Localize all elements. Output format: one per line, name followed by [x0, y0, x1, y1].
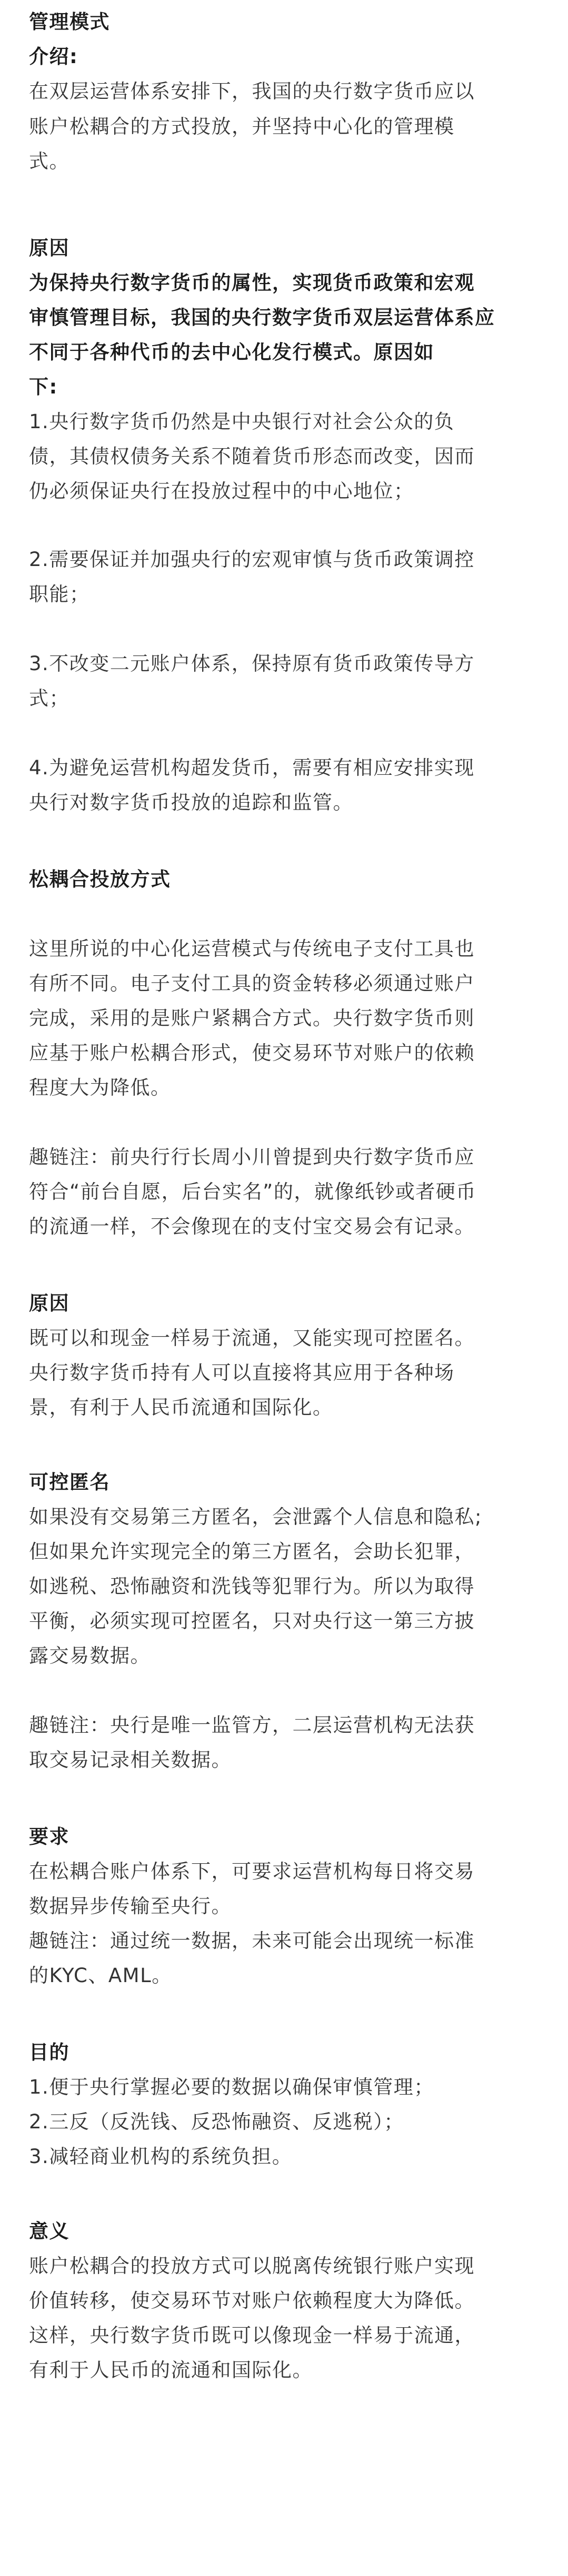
- label-intro: 介绍:: [29, 45, 78, 68]
- paragraph-line: 不同于各种代币的去中心化发行模式。原因如: [29, 341, 434, 363]
- paragraph-line: 景，有利于人民币流通和国际化。: [29, 1396, 333, 1419]
- paragraph-line: 完成，采用的是账户紧耦合方式。央行数字货币则: [29, 1007, 475, 1029]
- list-item-line: 职能；: [29, 583, 90, 605]
- paragraph-line: 程度大为降低。: [29, 1076, 171, 1099]
- paragraph-line: 在双层运营体系安排下，我国的央行数字货币应以: [29, 80, 475, 103]
- list-item-line: 3.不改变二元账户体系，保持原有货币政策传导方: [29, 652, 475, 675]
- heading-management-mode: 管理模式: [29, 11, 110, 33]
- list-item-line: 1.便于央行掌握必要的数据以确保审慎管理；: [29, 2076, 434, 2098]
- paragraph-line: 如逃税、恐怖融资和洗钱等犯罪行为。所以为取得: [29, 1575, 475, 1598]
- list-item-line: 3.减轻商业机构的系统负担。: [29, 2145, 293, 2168]
- note-line: 的KYC、AML。: [29, 1964, 172, 1987]
- list-item-line: 4.为避免运营机构超发货币，需要有相应安排实现: [29, 756, 475, 779]
- heading-controllable-anonymity: 可控匿名: [29, 1471, 110, 1493]
- list-item-line: 债，其债权债务关系不随着货币形态而改变，因而: [29, 445, 475, 468]
- list-item-line: 式；: [29, 687, 69, 710]
- paragraph-line: 数据异步传输至央行。: [29, 1895, 232, 1917]
- paragraph-line: 有利于人民币的流通和国际化。: [29, 2359, 313, 2381]
- list-item-line: 2.三反（反洗钱、反恐怖融资、反逃税）；: [29, 2110, 404, 2133]
- heading-significance: 意义: [29, 2220, 69, 2242]
- list-item-line: 2.需要保证并加强央行的宏观审慎与货币政策调控: [29, 548, 475, 571]
- note-line: 趣链注：央行是唯一监管方，二层运营机构无法获: [29, 1714, 475, 1736]
- paragraph-line: 央行数字货币持有人可以直接将其应用于各种场: [29, 1361, 455, 1384]
- paragraph-line: 审慎管理目标，我国的央行数字货币双层运营体系应: [29, 306, 495, 329]
- heading-reason: 原因: [29, 237, 69, 259]
- paragraph-line: 露交易数据。: [29, 1644, 151, 1667]
- list-item-line: 央行对数字货币投放的追踪和监管。: [29, 791, 353, 814]
- paragraph-line: 这里所说的中心化运营模式与传统电子支付工具也: [29, 937, 475, 960]
- paragraph-line: 下:: [29, 376, 58, 398]
- paragraph-line: 账户松耦合的方式投放，并坚持中心化的管理模: [29, 115, 455, 138]
- heading-purpose: 目的: [29, 2041, 69, 2064]
- heading-reason: 原因: [29, 1292, 69, 1315]
- paragraph-line: 这样，央行数字货币既可以像现金一样易于流通，: [29, 2324, 475, 2347]
- heading-requirement: 要求: [29, 1825, 69, 1848]
- paragraph-line: 但如果允许实现完全的第三方匿名，会助长犯罪，: [29, 1540, 475, 1563]
- paragraph-line: 平衡，必须实现可控匿名，只对央行这一第三方披: [29, 1610, 475, 1632]
- list-item-line: 仍必须保证央行在投放过程中的中心地位；: [29, 480, 414, 502]
- paragraph-line: 在松耦合账户体系下，可要求运营机构每日将交易: [29, 1860, 475, 1883]
- paragraph-line: 式。: [29, 150, 69, 173]
- paragraph-line: 为保持央行数字货币的属性，实现货币政策和宏观: [29, 271, 475, 294]
- paragraph-line: 有所不同。电子支付工具的资金转移必须通过账户: [29, 972, 475, 995]
- note-line: 趣链注：前央行行长周小川曾提到央行数字货币应: [29, 1146, 475, 1168]
- heading-loose-coupling: 松耦合投放方式: [29, 868, 171, 891]
- list-item-line: 1.央行数字货币仍然是中央银行对社会公众的负: [29, 410, 455, 433]
- paragraph-line: 如果没有交易第三方匿名，会泄露个人信息和隐私;: [29, 1506, 482, 1528]
- note-line: 的流通一样，不会像现在的支付宝交易会有记录。: [29, 1215, 475, 1238]
- paragraph-line: 账户松耦合的投放方式可以脱离传统银行账户实现: [29, 2255, 475, 2277]
- note-line: 取交易记录相关数据。: [29, 1749, 232, 1771]
- paragraph-line: 价值转移，使交易环节对账户依赖程度大为降低。: [29, 2289, 475, 2312]
- paragraph-line: 既可以和现金一样易于流通，又能实现可控匿名。: [29, 1327, 475, 1349]
- note-line: 趣链注：通过统一数据，未来可能会出现统一标准: [29, 1930, 475, 1952]
- paragraph-line: 应基于账户松耦合形式，使交易环节对账户的依赖: [29, 1042, 475, 1064]
- note-line: 符合“前台自愿，后台实名”的，就像纸钞或者硬币: [29, 1180, 476, 1203]
